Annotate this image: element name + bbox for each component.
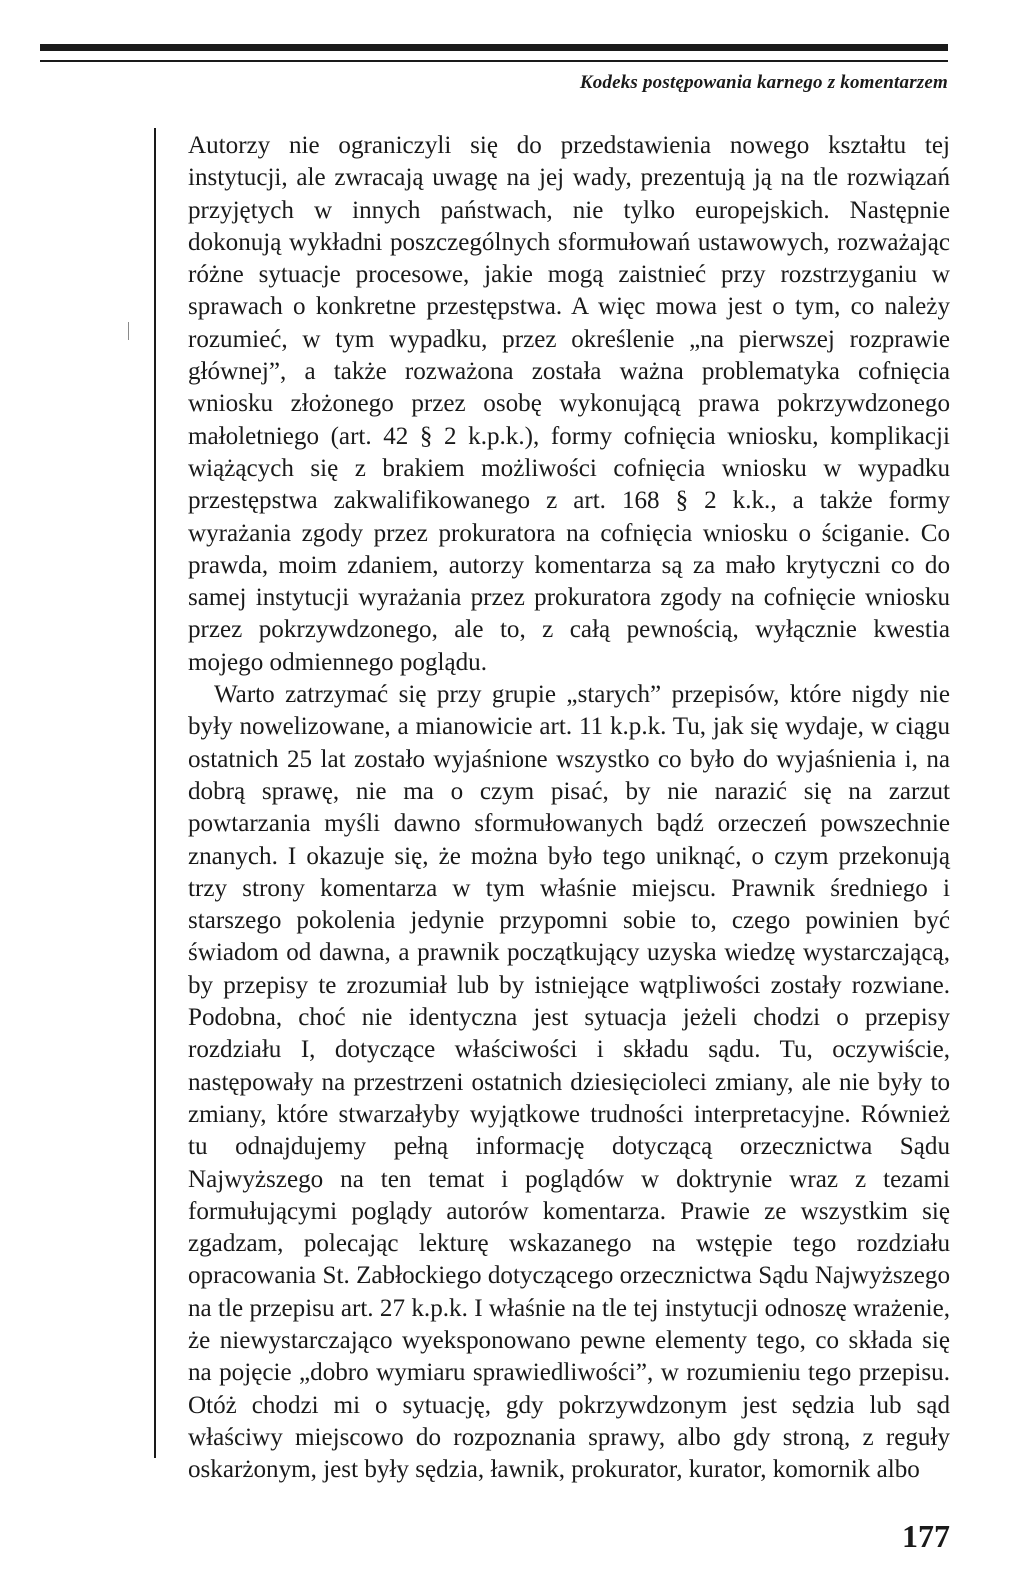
header-rule-thin <box>40 60 948 62</box>
paragraph-2: Warto zatrzymać się przy grupie „starych” przepisów, które nigdy nie były nowelizowane, a mianowicie art. 11 k.p.k. Tu, jak się wydaje, w ciągu ostatnich 25 lat zostało wyjaśnione wszystko co było do wyjaśnienia i, na dobrą sprawę, nie ma o czym pisać, by nie narazić się na zarzut powtarzania myśli dawno sformułowanych bądź orzeczeń powszechnie znanych. I okazuje się, że można było tego uniknąć, o czym przekonują trzy strony komentarza w tym właśnie miejscu. Prawnik średniego i starszego pokolenia jedynie przypomni sobie to, czego powinien być świadom od dawna, a prawnik początkujący uzyska wiedzę wystarczającą, by przepisy te zrozumiał lub by istniejące wątpliwości zostały rozwiane. Podobna, choć nie identyczna jest sytuacja jeżeli chodzi o przepisy rozdziału I, dotyczące właściwości i składu sądu. Tu, oczywiście, następowały na przestrzeni ostatnich dziesięcioleci zmiany, ale nie były to zmiany, które stwarzałyby wyjątkowe trudności interpretacyjne. Również tu odnajdujemy pełną informację dotyczącą orzecznictwa Sądu Najwyższego na ten temat i poglądów w doktrynie wraz z tezami formułującymi poglądy autorów komentarza. Prawie ze wszystkim się zgadzam, polecając lekturę wskazanego na wstępie tego rozdziału opracowania St. Zabłockiego dotyczącego orzecznictwa Sądu Najwyższego na tle przepisu art. 27 k.p.k. I właśnie na tle tej instytucji odnoszę wrażenie, że niewystarczająco wyeksponowano pewne elementy tego, co składa się na pojęcie „dobro wymiaru sprawiedliwości”, w rozumieniu tego przepisu. Otóż chodzi mi o sytuację, gdy pokrzywdzonym jest sędzia lub sąd właściwy miejscowo do rozpoznania sprawy, albo gdy stroną, z reguły oskarżonym, jest były sędzia, ławnik, prokurator, kurator, komornik albo <box>188 681 950 1484</box>
paragraph-1: Autorzy nie ograniczyli się do przedstawienia nowego kształtu tej instytucji, ale zwracają uwagę na jej wady, prezentują ją na tle rozwiązań przyjętych w innych państwach, nie tylko europejskich. Następnie dokonują wykładni poszczególnych sformułowań ustawowych, rozważając różne sytuacje procesowe, jakie mogą zaistnieć przy rozstrzyganiu w sprawach o konkretne przestępstwa. A więc mowa jest o tym, co należy rozumieć, w tym wypadku, przez określenie „na pierwszej rozprawie głównej”, a także rozważona została ważna problematyka cofnięcia wniosku złożonego przez osobę wykonującą prawa pokrzywdzonego małoletniego (art. 42 § 2 k.p.k.), formy cofnięcia wniosku, komplikacji wiążących się z brakiem możliwości cofnięcia wniosku w wypadku przestępstwa zakwalifikowanego z art. 168 § 2 k.k., a także formy wyrażania zgody przez prokuratora na cofnięcia wniosku o ściganie. Co prawda, moim zdaniem, autorzy komentarza są za mało krytyczni co do samej instytucji wyrażania przez prokuratora zgody na cofnięcie wniosku przez pokrzywdzonego, ale to, z całą pewnością, wyłącznie kwestia mojego odmiennego poglądu. <box>188 132 950 676</box>
running-head-title: Kodeks postępowania karnego z komentarzem <box>579 72 948 93</box>
header-rule-thick <box>40 44 948 51</box>
margin-tick-mark <box>128 322 129 340</box>
body-text <box>188 130 950 1486</box>
margin-vertical-line <box>154 128 156 1458</box>
page-number: 177 <box>902 1518 950 1554</box>
